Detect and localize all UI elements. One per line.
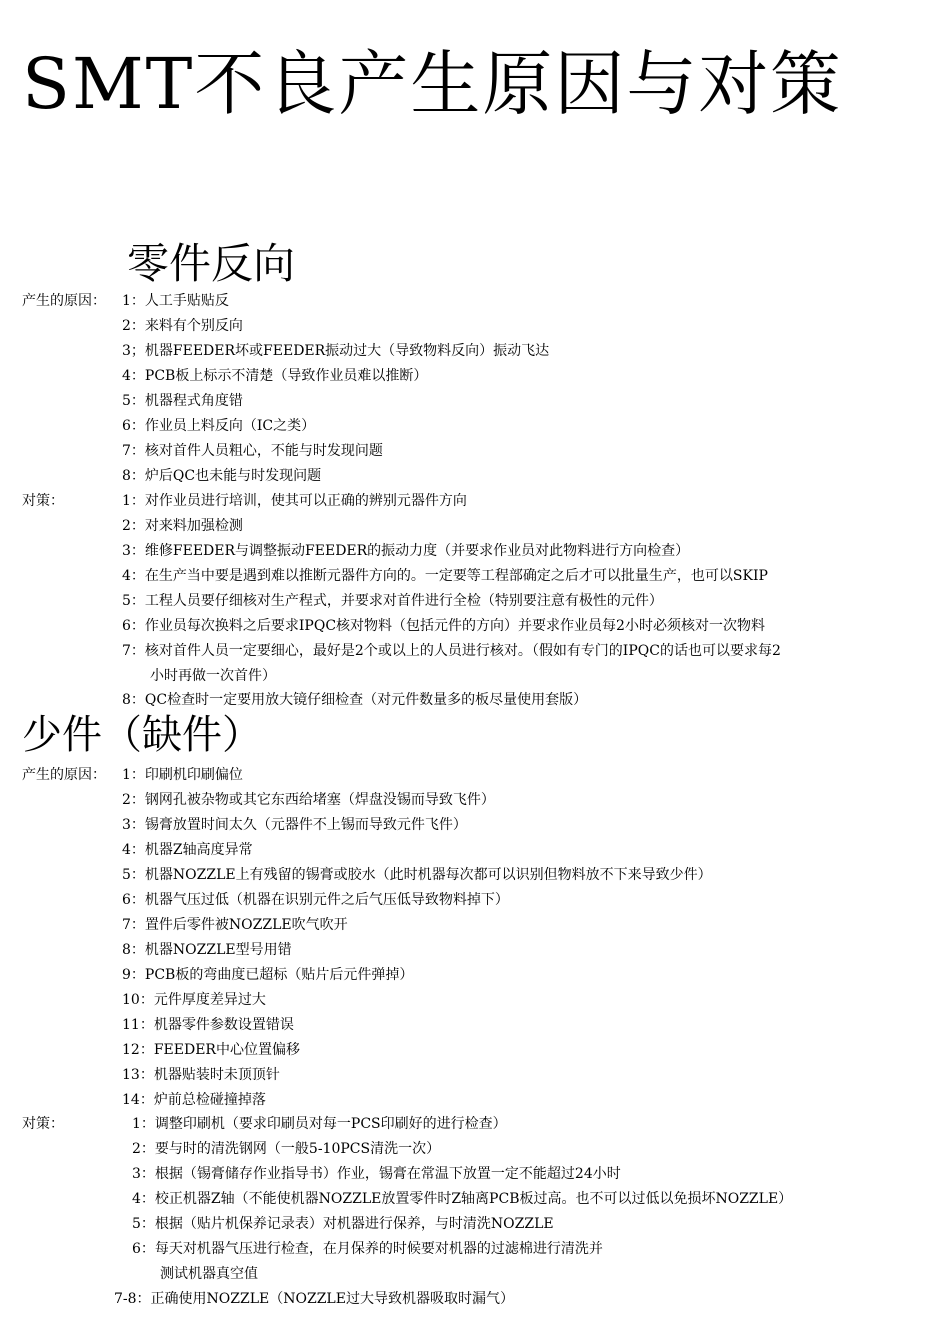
measure-item: 1：对作业员进行培训，使其可以正确的辨别元器件方向: [122, 493, 467, 509]
cause-item: 3；机器FEEDER坏或FEEDER振动过大（导致物料反向）振动飞达: [122, 343, 550, 359]
cause-item: 12：FEEDER中心位置偏移: [122, 1042, 300, 1058]
measure-item: 6：作业员每次换料之后要求IPQC核对物料（包括元件的方向）并要求作业员每2小时必须核对一次物料: [122, 618, 765, 634]
cause-item: 6：机器气压过低（机器在识别元件之后气压低导致物料掉下）: [122, 892, 509, 908]
cause-item: 4：机器Z轴高度异常: [122, 842, 253, 858]
measure-item: 8：QC检查时一定要用放大镜仔细检查（对元件数量多的板尽量使用套版）: [122, 692, 588, 708]
measures-label: 对策：: [22, 493, 64, 509]
cause-item: 11：机器零件参数设置错误: [122, 1017, 294, 1033]
cause-item: 2：钢网孔被杂物或其它东西给堵塞（焊盘没锡而导致飞件）: [122, 792, 495, 808]
measure-item: 7：核对首件人员一定要细心，最好是2个或以上的人员进行核对。（假如有专门的IPQC的话也可以要求每2: [122, 643, 781, 659]
measure-item: 3：根据（锡膏储存作业指导书）作业，锡膏在常温下放置一定不能超过24小时: [132, 1166, 621, 1182]
document-title: SMT不良产生原因与对策: [22, 43, 843, 125]
measure-item: 5：工程人员要仔细核对生产程式，并要求对首件进行全检（特别要注意有极性的元件）: [122, 593, 663, 609]
measure-item: 4：校正机器Z轴（不能使机器NOZZLE放置零件时Z轴离PCB板过高。也不可以过低以免损坏NOZZLE）: [132, 1191, 793, 1207]
cause-item: 1：人工手贴贴反: [122, 293, 229, 309]
cause-item: 1：印刷机印刷偏位: [122, 767, 243, 783]
measures-label: 对策：: [22, 1116, 64, 1132]
measure-item-continuation: 小时再做一次首件）: [150, 668, 276, 684]
measure-item: 4：在生产当中要是遇到难以推断元器件方向的。一定要等工程部确定之后才可以批量生产，也可以SKIP: [122, 568, 768, 584]
cause-item: 9：PCB板的弯曲度已超标（贴片后元件弹掉）: [122, 967, 414, 983]
measure-item-continuation: 测试机器真空值: [160, 1266, 258, 1282]
cause-item: 5：机器NOZZLE上有残留的锡膏或胶水（此时机器每次都可以识别但物料放不下来导致少件）: [122, 867, 712, 883]
cause-item: 14：炉前总检碰撞掉落: [122, 1092, 266, 1108]
cause-item: 6：作业员上料反向（IC之类）: [122, 418, 316, 434]
cause-item: 3：锡膏放置时间太久（元器件不上锡而导致元件飞件）: [122, 817, 467, 833]
section-heading-missing-parts: 少件（缺件）: [22, 712, 262, 758]
causes-label: 产生的原因：: [22, 767, 106, 783]
cause-item: 7：核对首件人员粗心，不能与时发现问题: [122, 443, 383, 459]
measure-item: 5：根据（贴片机保养记录表）对机器进行保养，与时清洗NOZZLE: [132, 1216, 554, 1232]
cause-item: 8：机器NOZZLE型号用错: [122, 942, 292, 958]
causes-label: 产生的原因：: [22, 293, 106, 309]
cause-item: 8：炉后QC也未能与时发现问题: [122, 468, 322, 484]
cause-item: 5：机器程式角度错: [122, 393, 243, 409]
cause-item: 7：置件后零件被NOZZLE吹气吹开: [122, 917, 348, 933]
measure-item: 7-8：正确使用NOZZLE（NOZZLE过大导致机器吸取时漏气）: [114, 1291, 514, 1307]
measure-item: 2：要与时的清洗钢网（一般5-10PCS清洗一次）: [132, 1141, 441, 1157]
measure-item: 6：每天对机器气压进行检查，在月保养的时候要对机器的过滤棉进行清洗并: [132, 1241, 603, 1257]
measure-item: 1：调整印刷机（要求印刷员对每一PCS印刷好的进行检查）: [132, 1116, 507, 1132]
section-heading-reversed-parts: 零件反向: [127, 239, 296, 288]
cause-item: 2：来料有个别反向: [122, 318, 243, 334]
measure-item: 2：对来料加强检测: [122, 518, 243, 534]
measure-item: 3：维修FEEDER与调整振动FEEDER的振动力度（并要求作业员对此物料进行方向检查）: [122, 543, 690, 559]
cause-item: 10：元件厚度差异过大: [122, 992, 266, 1008]
cause-item: 4：PCB板上标示不清楚（导致作业员难以推断）: [122, 368, 428, 384]
cause-item: 13：机器贴装时未顶顶针: [122, 1067, 280, 1083]
